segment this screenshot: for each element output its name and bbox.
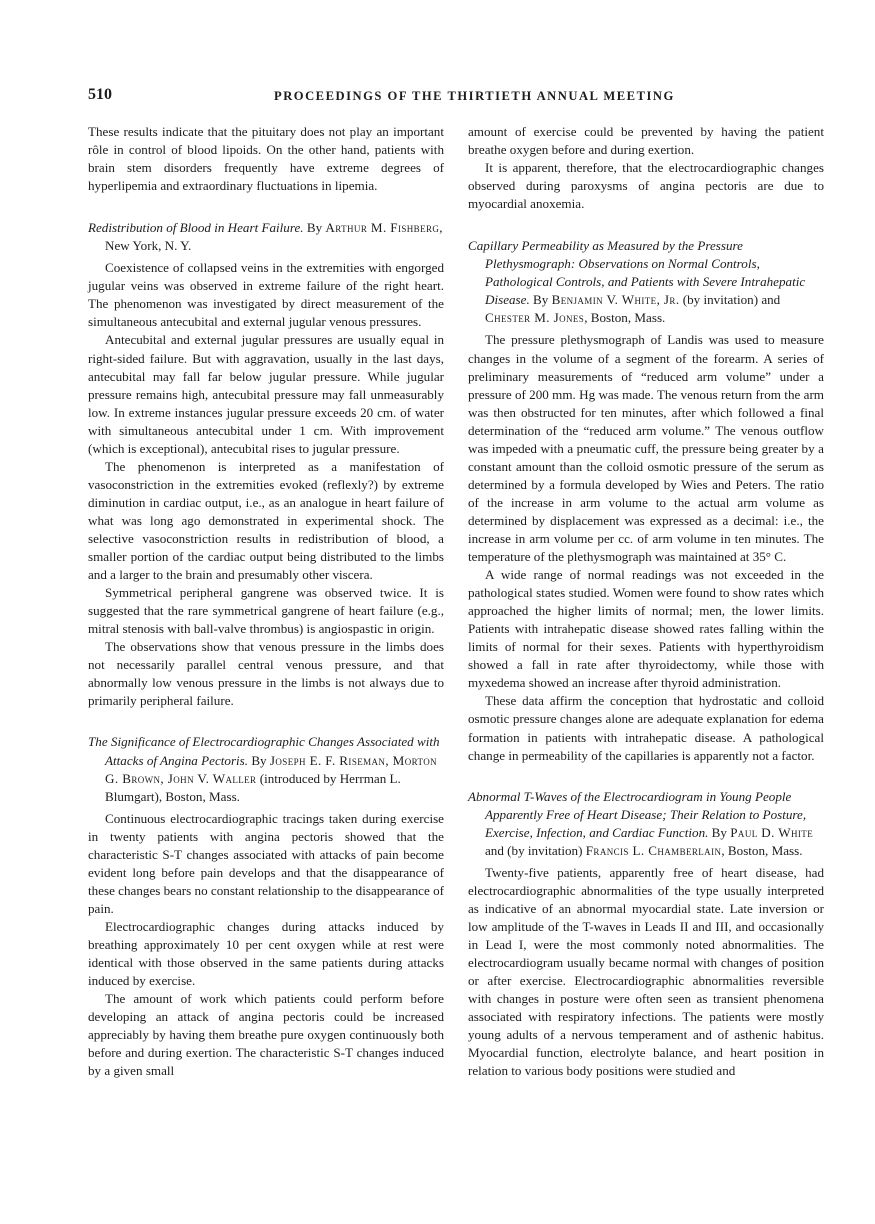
article-heading-capillary bbox=[468, 237, 824, 327]
article-title: Capillary Permeability as Measured by the Pressure Plethysmograph: Observations on Normal Controls, Pathological Controls, and Patients with Severe Intrahepatic Disease. bbox=[468, 238, 806, 308]
article-location: , Boston, Mass. bbox=[721, 842, 803, 858]
article-location: , New York, N. Y. bbox=[105, 220, 443, 254]
article-title: Redistribution of Blood in Heart Failure. bbox=[88, 220, 304, 236]
body-paragraph: Antecubital and external jugular pressures are usually equal in right-sided failure. But with aggravation, usually in the last days, antecubital may fall far below jugular pressure. While jugular pressure remains high, antecubital pressure may fall unmeasurably low. In extreme instances jugular pressure exceeds 20 cm. of water with simultaneous antecubital under 1 cm. With improvement (which is exceptional), antecubital rises to jugular pressure. bbox=[88, 332, 444, 456]
body-paragraph: It is apparent, therefore, that the electrocardiographic changes observed during paroxysms of angina pectoris are due to myocardial anoxemia. bbox=[468, 160, 824, 212]
article-author-note: and (by invitation) bbox=[485, 842, 586, 858]
article-title: The Significance of Electrocardiographic Changes Associated with Attacks of Angina Pectoris. bbox=[88, 734, 440, 768]
article-by: By bbox=[306, 220, 323, 236]
article-by: By bbox=[533, 292, 549, 308]
body-paragraph: Coexistence of collapsed veins in the extremities with engorged jugular veins was observed in extreme failure of the right heart. The phenomenon was investigated by direct measurement of the simultaneous antecubital and external jugular venous pressures. bbox=[88, 260, 444, 330]
article-author: Benjamin V. White, Jr. bbox=[551, 292, 680, 308]
body-paragraph: These data affirm the conception that hydrostatic and colloid osmotic pressure changes alone are adequate explanation for edema formation in patients with intrahepatic disease. A pathological change in permeability of the capillaries is apparently not a factor. bbox=[468, 693, 824, 763]
body-paragraph: The observations show that venous pressure in the limbs does not necessarily parallel central venous pressure, and that abnormally low venous pressure in the limbs is not always due to primarily peripheral failure. bbox=[88, 639, 444, 709]
right-column bbox=[468, 123, 824, 1080]
article-title: Abnormal T-Waves of the Electrocardiogram in Young People Apparently Free of Heart Disease; Their Relation to Posture, Exercise, Infection, and Cardiac Function. bbox=[468, 788, 807, 840]
page-number: 510 bbox=[88, 86, 112, 103]
article-author: Paul D. White bbox=[730, 824, 814, 840]
article-by: By bbox=[251, 752, 267, 768]
article-author-note: (by invitation) and bbox=[679, 292, 781, 308]
body-paragraph: Continuous electrocardiographic tracings taken during exercise in twenty patients with angina pectoris showed that the characteristic S-T changes associated with attacks of pain become evident long before pain develops and that the disappearance of these changes bears no constant relationship to the disappearance of pain. bbox=[88, 810, 444, 916]
left-column bbox=[88, 123, 444, 1080]
intro-paragraph: These results indicate that the pituitary does not play an important rôle in control of blood lipoids. On the other hand, patients with brain stem disorders frequently have extreme degrees of hyperlipemia and extraordinary fluctuations in lipemia. bbox=[88, 124, 444, 194]
body-paragraph: Electrocardiographic changes during attacks induced by breathing approximately 10 per cent oxygen while at rest were identical with those observed in the same patients during attacks induced by exercise. bbox=[88, 918, 444, 989]
body-paragraph: Symmetrical peripheral gangrene was observed twice. It is suggested that the rare symmetrical gangrene of heart failure (e.g., mitral stenosis with ball-valve thrombus) is angiospastic in origin. bbox=[88, 585, 444, 637]
body-paragraph: A wide range of normal readings was not exceeded in the pathological states studied. Women were found to show rates which approached the higher limits of normal; men, the lower limits. Patients with intrahepatic disease showed rates falling within the limits of normal for their sexes. Patients with hyperthyroidism showed a fall in rate after thyroidectomy, while those with myxedema showed an increase after thyroid administration. bbox=[468, 567, 824, 691]
continuation-paragraph: amount of exercise could be prevented by having the patient breathe oxygen before and during exertion. bbox=[468, 124, 824, 158]
article-author: Francis L. Chamberlain bbox=[585, 842, 722, 858]
body-paragraph: The amount of work which patients could perform before developing an attack of angina pectoris could be increased appreciably by having them breathe pure oxygen continuously both before and during exertion. The characteristic S-T changes induced by a given small bbox=[88, 991, 444, 1079]
article-heading-angina bbox=[88, 733, 444, 805]
article-location: (introduced by Herrman L. Blumgart), Boston, Mass. bbox=[105, 770, 401, 804]
body-paragraph: The pressure plethysmograph of Landis was used to measure changes in the volume of a segment of the forearm. A series of preliminary measurements of “reduced arm volume” under a pressure of 200 mm. Hg was made. The venous return from the arm was then obstructed for ten minutes, after which followed a final determination of the “reduced arm volume.” The venous outflow was impeded with a pneumatic cuff, the pressure being greater by a constant amount than the colloid osmotic pressure of the serum as determined by a formula developed by Wies and Peters. The ratio of the increase in arm volume to the actual arm volume as determined by displacement was expressed as a decimal: i.e., the increase in arm volume per cc. of arm volume in ten minutes. The temperature of the plethysmograph was maintained at 35° C. bbox=[468, 332, 824, 565]
article-by: By bbox=[711, 824, 727, 840]
article-authors: Joseph E. F. Riseman, Morton G. Brown, John V. Waller bbox=[105, 752, 438, 786]
article-heading-t-waves bbox=[468, 788, 824, 860]
running-head bbox=[88, 86, 828, 108]
article-authors: Arthur M. Fishberg bbox=[325, 220, 440, 236]
journal-title: PROCEEDINGS OF THE THIRTIETH ANNUAL MEETING bbox=[274, 89, 675, 103]
article-author: Chester M. Jones bbox=[485, 310, 585, 326]
body-paragraph: Twenty-five patients, apparently free of heart disease, had electrocardiographic abnormalities of the type usually interpreted as indicative of an abnormal myocardial state. Late inversion or low amplitude of the T-waves in Leads II and III, and occasionally in Lead I, were the most commonly noted abnormalities. The electrocardiogram usually became normal with changes of position or after exercise. Electrocardiographic abnormalities reversible with changes in posture were often seen as transient phenomena associated with respiratory infections. The patients were mostly young adults of a nervous temperament and of asthenic habitus. Myocardial function, electrolyte balance, and heart position in relation to various body positions were studied and bbox=[468, 864, 824, 1079]
article-heading-redistribution bbox=[88, 219, 444, 255]
article-location: , Boston, Mass. bbox=[584, 310, 666, 326]
body-paragraph: The phenomenon is interpreted as a manifestation of vasoconstriction in the extremities evoked (reflexly?) by extreme diminution in cardiac output, i.e., as an analogue in heart failure of what was long ago demonstrated in experimental shock. The selective vasoconstriction results in redistribution of blood, a smaller portion of the cardiac output being distributed to the limbs and a larger to the brain and presumably other viscera. bbox=[88, 458, 444, 583]
